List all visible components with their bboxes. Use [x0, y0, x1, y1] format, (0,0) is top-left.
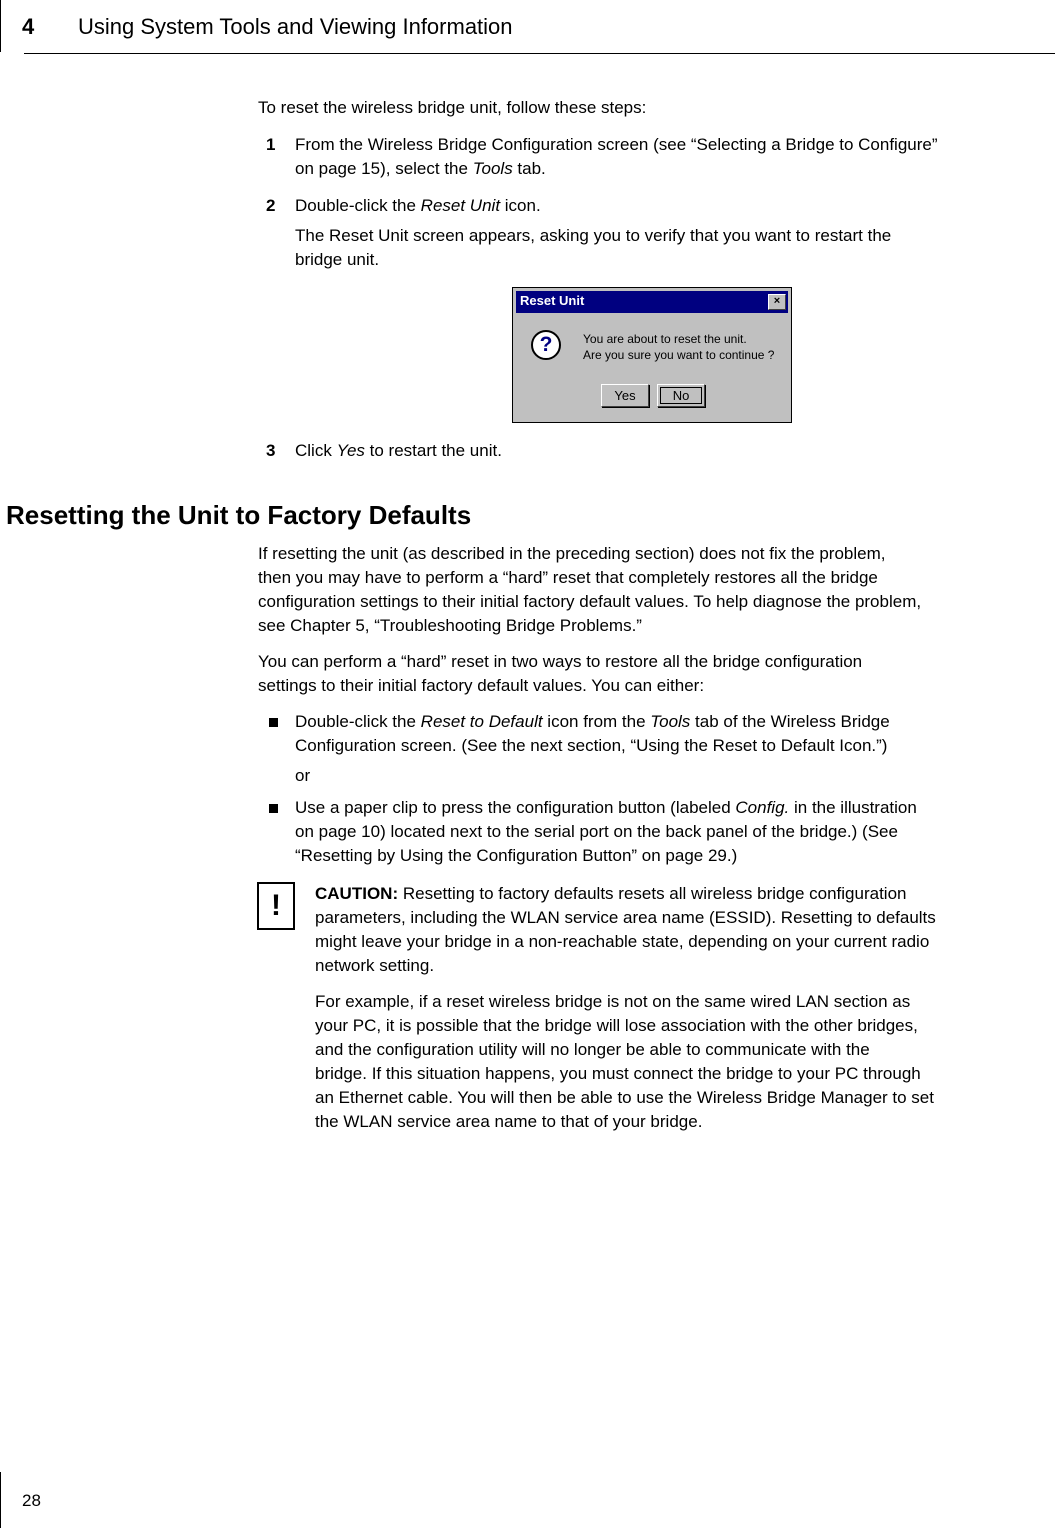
caution-para-line: bridge. If this situation happens, you must connect the bridge to your PC through — [315, 1064, 921, 1083]
header-rule — [24, 53, 1055, 54]
bullet-2-line-1: Use a paper clip to press the configuration button (labeled Config. in the illustration — [295, 798, 917, 817]
footer-bar — [0, 1472, 1, 1528]
para-1-line: configuration settings to their initial factory default values. To help diagnose the problem, — [258, 592, 922, 611]
para-1-line: then you may have to perform a “hard” reset that completely restores all the bridge — [258, 568, 878, 587]
step-2-note-line-1: The Reset Unit screen appears, asking you to verify that you want to restart the — [295, 226, 892, 245]
bullet-icon — [269, 718, 278, 727]
or-text: or — [295, 766, 311, 785]
question-icon: ? — [531, 330, 561, 360]
caution-para-line: and the configuration utility will no longer be able to communicate with the — [315, 1040, 870, 1059]
para-1-line: If resetting the unit (as described in the preceding section) does not fix the problem, — [258, 544, 886, 563]
bullet-1-line-1: Double-click the Reset to Default icon from the Tools tab of the Wireless Bridge — [295, 712, 890, 731]
para-2-line: settings to their initial factory default values. You can either: — [258, 676, 705, 695]
caution-line-3: might leave your bridge in a non-reachable state, depending on your current radio — [315, 932, 930, 951]
step-number: 1 — [266, 135, 276, 154]
caution-line-1: CAUTION: Resetting to factory defaults resets all wireless bridge configuration — [315, 884, 907, 903]
step-2-text: Double-click the Reset Unit icon. — [295, 196, 541, 215]
bullet-icon — [269, 804, 278, 813]
page-number: 28 — [22, 1491, 41, 1510]
step-number: 2 — [266, 196, 276, 215]
caution-para-line: the WLAN service area name to that of your bridge. — [315, 1112, 703, 1131]
close-icon[interactable]: × — [768, 294, 786, 310]
step-3-text: Click Yes to restart the unit. — [295, 441, 502, 460]
caution-line-2: parameters, including the WLAN service area name (ESSID). Resetting to defaults — [315, 908, 936, 927]
bullet-2-line-2: on page 10) located next to the serial port on the back panel of the bridge.) (See — [295, 822, 898, 841]
step-number: 3 — [266, 441, 276, 460]
step-2-note-line-2: bridge unit. — [295, 250, 380, 269]
caution-icon: ! — [257, 882, 295, 930]
bullet-1-line-2: Configuration screen. (See the next section, “Using the Reset to Default Icon.”) — [295, 736, 888, 755]
header-bar — [0, 0, 1, 52]
no-button[interactable]: No — [657, 384, 705, 407]
step-1-line-2: on page 15), select the Tools tab. — [295, 159, 546, 178]
dialog-message-line-2: Are you sure you want to continue ? — [583, 348, 775, 362]
reset-unit-dialog — [512, 287, 792, 423]
intro-text: To reset the wireless bridge unit, follow these steps: — [258, 98, 647, 117]
para-2-line: You can perform a “hard” reset in two ways to restore all the bridge configuration — [258, 652, 863, 671]
chapter-number: 4 — [22, 14, 35, 39]
dialog-message-line-1: You are about to reset the unit. — [583, 332, 747, 346]
yes-button[interactable]: Yes — [601, 384, 649, 407]
section-heading: Resetting the Unit to Factory Defaults — [6, 500, 472, 530]
caution-para-line: an Ethernet cable. You will then be able to use the Wireless Bridge Manager to set — [315, 1088, 934, 1107]
caution-line-4: network setting. — [315, 956, 435, 975]
bullet-2-line-3: “Resetting by Using the Configuration Button” on page 29.) — [295, 846, 738, 865]
chapter-title: Using System Tools and Viewing Information — [78, 14, 513, 39]
para-1-line: see Chapter 5, “Troubleshooting Bridge Problems.” — [258, 616, 642, 635]
dialog-title: Reset Unit — [520, 293, 585, 308]
step-1-line-1: From the Wireless Bridge Configuration screen (see “Selecting a Bridge to Configure” — [295, 135, 938, 154]
dialog-titlebar — [516, 291, 788, 313]
caution-para-line: For example, if a reset wireless bridge is not on the same wired LAN section as — [315, 992, 911, 1011]
caution-para-line: your PC, it is possible that the bridge will lose association with the other bridges, — [315, 1016, 918, 1035]
